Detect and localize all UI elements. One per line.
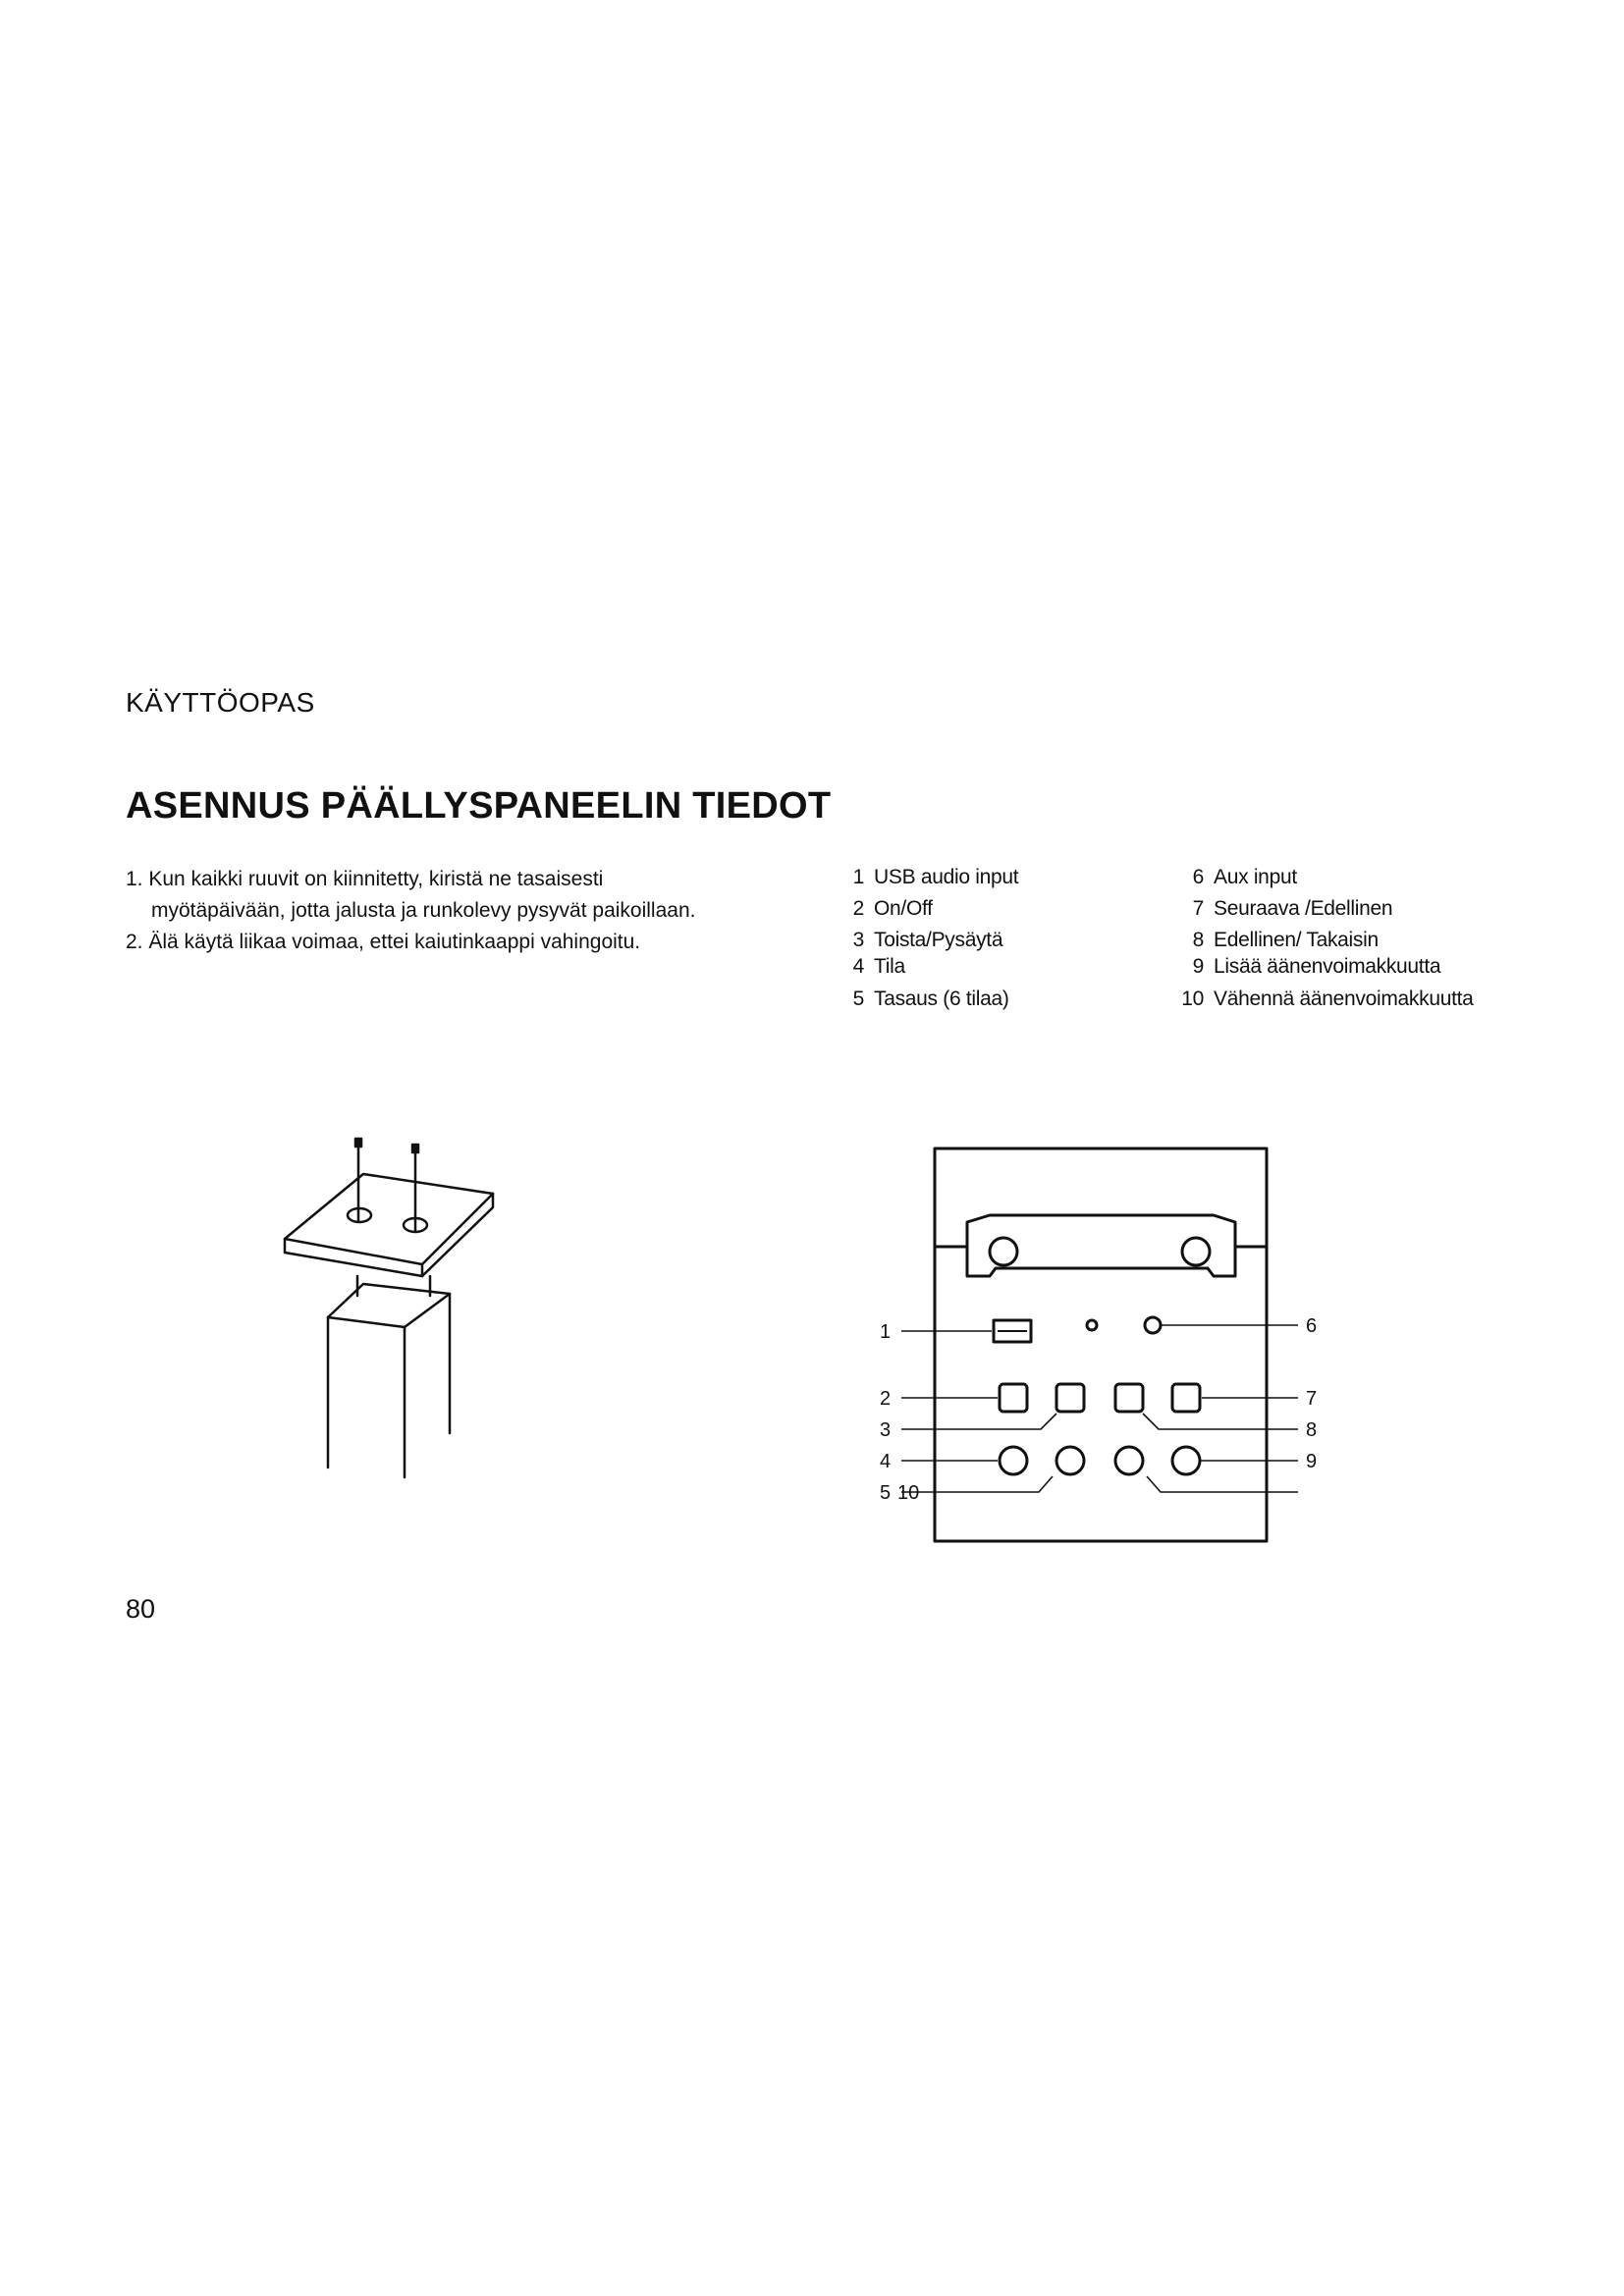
legend-item-7 (1168, 894, 1392, 924)
on-off-button-icon (1000, 1384, 1027, 1412)
legend-label: USB audio input (874, 866, 1019, 888)
legend-num: 10 (1181, 988, 1204, 1010)
callout-3: 3 (880, 1419, 892, 1441)
next-button-icon (1115, 1384, 1143, 1412)
callout-9: 9 (1306, 1451, 1318, 1472)
volume-down-button-icon (1115, 1447, 1143, 1474)
callout-10: 10 (897, 1482, 920, 1504)
screw-icon (355, 1139, 361, 1209)
legend-num: 9 (1192, 955, 1204, 978)
legend-num: 8 (1192, 929, 1204, 951)
legend-label: Tasaus (6 tilaa) (874, 988, 1009, 1010)
handle-icon (967, 1215, 1235, 1276)
legend-num: 7 (1192, 897, 1204, 920)
instruction-1-line-2: myötäpäivään, jotta jalusta ja runkolevy pysyvät paikoillaan. (151, 899, 696, 922)
legend-num: 4 (852, 955, 864, 978)
callout-6: 6 (1306, 1315, 1318, 1337)
legend-num: 6 (1192, 866, 1204, 888)
legend-item-10 (1168, 985, 1474, 1014)
top-plate-icon (285, 1174, 493, 1276)
callout-2: 2 (880, 1388, 892, 1410)
top-panel-diagram (864, 1139, 1335, 1551)
legend-label: On/Off (874, 897, 933, 920)
stand-leg-icon (328, 1276, 450, 1477)
callout-1: 1 (880, 1321, 892, 1343)
legend-label: Lisää äänenvoimakkuutta (1214, 955, 1441, 978)
callout-5: 5 (880, 1482, 892, 1504)
instruction-2-line-1: 2. Älä käytä liikaa voimaa, ettei kaiutinkaappi vahingoitu. (126, 931, 641, 953)
mode-button-icon (1000, 1447, 1027, 1474)
aux-input-icon (1145, 1317, 1161, 1333)
previous-button-icon (1172, 1384, 1200, 1412)
callout-8: 8 (1306, 1419, 1318, 1441)
instruction-2 (126, 927, 813, 958)
legend-label: Aux input (1214, 866, 1297, 888)
instruction-1 (126, 864, 813, 927)
legend-label: Seuraava /Edellinen (1214, 897, 1393, 920)
legend-item-2 (837, 894, 933, 924)
legend-item-1 (837, 863, 1018, 892)
legend-num: 2 (852, 897, 864, 920)
legend-num: 5 (852, 988, 864, 1010)
legend-label: Tila (874, 955, 905, 978)
legend-item-8 (1168, 926, 1379, 955)
legend-label: Edellinen/ Takaisin (1214, 929, 1379, 951)
legend-label: Toista/Pysäytä (874, 929, 1003, 951)
instruction-1-line-1: 1. Kun kaikki ruuvit on kiinnitetty, kiristä ne tasaisesti (126, 868, 604, 890)
section-label: KÄYTTÖOPAS (126, 687, 315, 718)
indicator-light-icon (1087, 1320, 1097, 1330)
stand-assembly-illustration (265, 1119, 520, 1492)
page-number: 80 (126, 1594, 156, 1624)
legend-item-5 (837, 985, 1009, 1014)
legend-num: 1 (852, 866, 864, 888)
legend-item-3 (837, 926, 1002, 955)
panel-frame (935, 1148, 1267, 1541)
callout-4: 4 (880, 1451, 892, 1472)
legend-item-6 (1168, 863, 1297, 892)
volume-up-button-icon (1172, 1447, 1200, 1474)
page-title: ASENNUS PÄÄLLYSPANEELIN TIEDOT (126, 785, 832, 827)
legend-item-4 (837, 952, 905, 982)
legend-item-9 (1168, 952, 1440, 982)
legend-num: 3 (852, 929, 864, 951)
callout-7: 7 (1306, 1388, 1318, 1410)
play-pause-button-icon (1056, 1384, 1084, 1412)
eq-button-icon (1056, 1447, 1084, 1474)
legend-label: Vähennä äänenvoimakkuutta (1214, 988, 1474, 1010)
